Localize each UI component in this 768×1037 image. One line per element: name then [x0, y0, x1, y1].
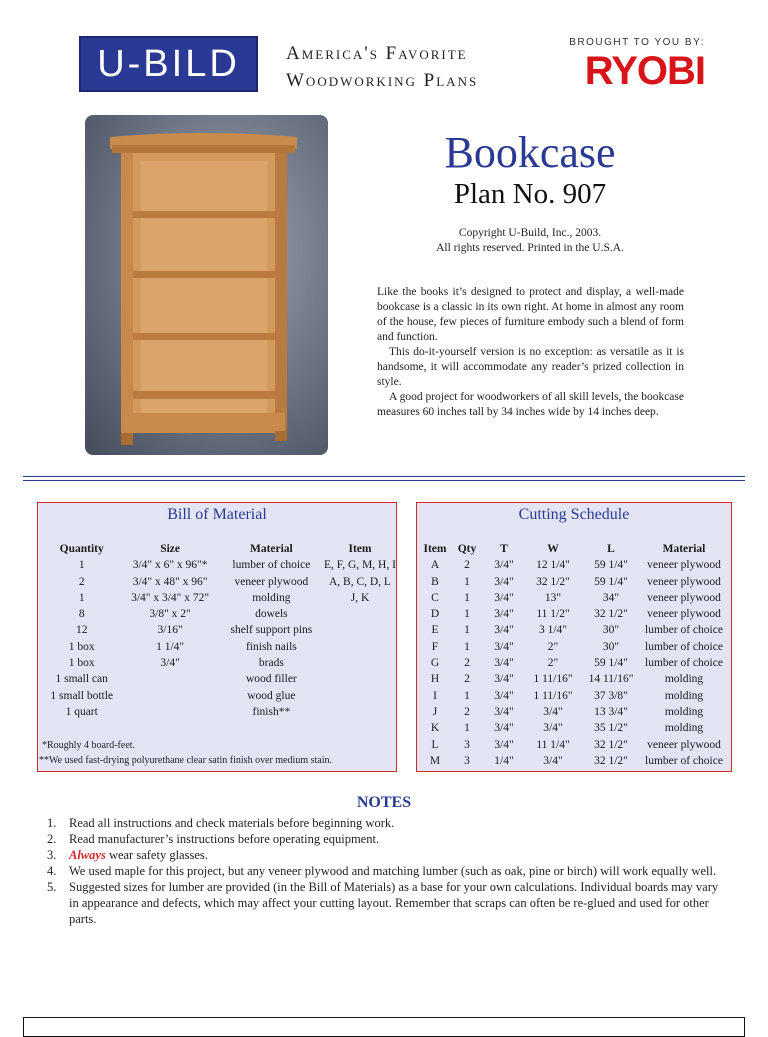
table-header-row	[420, 541, 728, 557]
table-cell: J	[432, 705, 438, 718]
table-cell: 3	[464, 754, 470, 767]
table-cell: wood glue	[247, 689, 296, 702]
table-cell: 2"	[547, 640, 559, 653]
table-row	[420, 655, 728, 671]
tagline	[286, 40, 536, 94]
table-row	[42, 655, 396, 671]
table-row	[42, 557, 396, 573]
table-cell: 2	[464, 559, 470, 572]
table-cell: finish**	[252, 705, 291, 718]
table-cell: L	[431, 738, 439, 751]
table-cell: M	[429, 754, 441, 767]
table-cell: 1	[464, 689, 470, 702]
table-cell: finish nails	[245, 640, 297, 653]
table-cell: 2	[464, 657, 470, 670]
table-cell: 3/4" x 48" x 96"	[132, 575, 208, 588]
table-cell	[324, 704, 396, 720]
table-row	[420, 590, 728, 606]
table-cell: 3/16"	[157, 624, 183, 637]
table-cell: 13"	[544, 591, 562, 604]
table-cell: brads	[258, 657, 284, 670]
table-cell: 1 small can	[55, 673, 108, 686]
table-cell: 3/4"	[494, 640, 514, 653]
table-cell: 3/4"	[494, 738, 514, 751]
bill-of-material-heading: Bill of Material	[167, 506, 267, 523]
table-cell: 14 11/16"	[588, 673, 634, 686]
table-cell: 3/4"	[494, 591, 514, 604]
column-header: Material	[249, 543, 293, 555]
copyright-line1: Copyright U-Build, Inc., 2003.	[458, 227, 602, 239]
table-cell: B	[431, 575, 439, 588]
table-row	[420, 606, 728, 622]
table-cell: 3/4"	[494, 705, 514, 718]
table-cell: 1 box	[68, 657, 95, 670]
list-item	[47, 847, 727, 863]
table-cell: 2	[464, 673, 470, 686]
table-cell: 32 1/2"	[536, 575, 570, 588]
bookcase-illustration	[85, 115, 328, 455]
table-cell: 1	[464, 624, 470, 637]
note-emphasis: Always	[69, 848, 106, 862]
bookcase-photo	[85, 115, 328, 455]
table-cell: 32 1/2"	[594, 754, 628, 767]
table-cell	[324, 639, 396, 655]
plan-number: Plan No. 907	[453, 178, 607, 210]
divider	[23, 480, 745, 481]
table-cell: 1 box	[68, 640, 95, 653]
column-header: W	[547, 543, 559, 555]
bill-of-material-table	[42, 541, 396, 720]
cutting-schedule-box	[416, 502, 732, 772]
table-cell: dowels	[255, 608, 288, 621]
tagline-line1: America's Favorite	[286, 43, 468, 64]
table-cell: 32 1/2"	[594, 738, 628, 751]
table-cell: C	[431, 591, 439, 604]
table-cell: 3/4"	[160, 657, 180, 670]
sponsor-caption: BROUGHT TO YOU BY:	[569, 37, 705, 48]
divider	[23, 476, 745, 477]
column-header: Size	[160, 543, 180, 555]
table-header-row	[42, 541, 396, 557]
table-cell: 1	[464, 640, 470, 653]
bill-of-material-box	[37, 502, 397, 772]
table-cell: A	[430, 559, 440, 572]
note-number: 5.	[47, 880, 57, 894]
table-cell: 1	[464, 575, 470, 588]
intro-paragraph: This do-it-yourself version is no exception: as versatile as it is handsome, it will accommodate any reader’s prized collection in style.	[377, 346, 684, 388]
table-cell	[121, 704, 218, 720]
table-cell: 1 small bottle	[50, 689, 114, 702]
table-row	[42, 622, 396, 638]
table-cell: lumber of choice	[645, 754, 723, 767]
table-cell: 3/8" x 2"	[149, 608, 191, 621]
column-header: Item	[423, 543, 447, 555]
table-cell: 32 1/2"	[594, 608, 628, 621]
table-cell: molding	[252, 591, 291, 604]
note-number: 2.	[47, 832, 57, 846]
list-item	[47, 831, 727, 847]
note-number: 4.	[47, 864, 57, 878]
table-cell: H	[430, 673, 440, 686]
table-cell: wood filler	[245, 673, 297, 686]
table-cell: veneer plywood	[647, 559, 721, 572]
column-header: T	[500, 543, 508, 555]
intro-text	[377, 285, 684, 420]
column-header: Material	[662, 543, 706, 555]
table-cell: 3	[464, 738, 470, 751]
table-cell: 1	[78, 591, 85, 604]
note-number: 3.	[47, 848, 57, 862]
table-cell: 11 1/2"	[536, 608, 570, 621]
table-cell	[324, 655, 396, 671]
table-cell: veneer plywood	[647, 575, 721, 588]
table-cell: 1 11/16"	[533, 689, 573, 702]
table-cell	[324, 606, 396, 622]
list-item	[47, 879, 727, 927]
notes-list	[47, 815, 727, 927]
table-cell: 34"	[602, 591, 620, 604]
table-cell: 35 1/2"	[594, 722, 628, 735]
table-cell: 3/4"	[543, 705, 563, 718]
ryobi-logo: RYOBI	[584, 49, 705, 93]
table-cell: K	[430, 722, 440, 735]
table-cell: 30"	[602, 640, 620, 653]
table-cell	[121, 671, 218, 687]
table-cell: 1 quart	[65, 705, 98, 718]
table-cell: 1 11/16"	[533, 673, 573, 686]
list-item	[47, 815, 727, 831]
u-bild-logo: U-BILD	[79, 36, 258, 92]
table-cell: J, K	[350, 591, 370, 604]
note-text: Suggested sizes for lumber are provided (in the Bill of Materials) as a base for your own calculations. Individual boards may vary in appearance and defects, which may affect your cutting layout. Remember that scraps can often be re-glued and used for other parts.	[69, 880, 719, 926]
table-cell: A, B, C, D, L	[328, 575, 391, 588]
table-cell	[324, 622, 396, 638]
table-cell: 3/4"	[494, 722, 514, 735]
table-row	[420, 704, 728, 720]
table-cell: 12 1/4"	[536, 559, 570, 572]
table-cell: veneer plywood	[647, 608, 721, 621]
note-text: We used maple for this project, but any veneer plywood and matching lumber (such as oak, pine or birch) will work equally well.	[69, 864, 717, 878]
page-title: Bookcase	[444, 128, 616, 177]
table-cell: 3 1/4"	[538, 624, 567, 637]
table-cell: 2"	[547, 657, 559, 670]
cutting-schedule-table	[420, 541, 728, 769]
column-header: Qty	[457, 543, 477, 555]
table-row	[420, 753, 728, 769]
table-cell: 3/4"	[494, 689, 514, 702]
table-row	[42, 688, 396, 704]
table-cell: shelf support pins	[230, 624, 313, 637]
table-cell: 3/4"	[494, 624, 514, 637]
column-header: Quantity	[59, 543, 104, 555]
table-row	[420, 720, 728, 736]
table-row	[420, 622, 728, 638]
table-cell: molding	[664, 705, 704, 718]
table-cell: 12	[75, 624, 88, 637]
table-cell: 11 1/4"	[536, 738, 570, 751]
table-row	[420, 639, 728, 655]
table-cell: E	[431, 624, 439, 637]
table-cell: molding	[664, 689, 704, 702]
note-text: Read manufacturer’s instructions before operating equipment.	[69, 832, 380, 846]
notes-heading: NOTES	[356, 794, 412, 811]
bom-footnote-2: **We used fast-drying polyurethane clear satin finish over medium stain.	[39, 755, 333, 766]
table-cell: E, F, G, M, H, I	[324, 559, 396, 572]
bom-footnote-1: *Roughly 4 board-feet.	[42, 740, 136, 751]
table-row	[42, 606, 396, 622]
note-text-rest: wear safety glasses.	[105, 848, 208, 862]
table-cell: 1	[464, 591, 470, 604]
table-cell: 59 1/4"	[594, 559, 628, 572]
note-number: 1.	[47, 816, 57, 830]
note-text	[69, 847, 727, 863]
table-row	[42, 590, 396, 606]
note-text: Read all instructions and check materials before beginning work.	[69, 816, 395, 830]
intro-paragraph: A good project for woodworkers of all skill levels, the bookcase measures 60 inches tall by 34 inches wide by 14 inches deep.	[377, 391, 684, 418]
table-row	[42, 639, 396, 655]
column-header: L	[607, 543, 615, 555]
table-cell	[121, 688, 218, 704]
table-cell: lumber of choice	[232, 559, 311, 572]
table-cell: molding	[664, 722, 704, 735]
table-row	[420, 688, 728, 704]
table-row	[42, 671, 396, 687]
table-cell: 3/4"	[494, 575, 514, 588]
intro-paragraph: Like the books it’s designed to protect and display, a well-made bookcase is a classic in its own right. At home in almost any room of the house, few pieces of furniture embody such a blend of form and function.	[377, 286, 684, 343]
cutting-schedule-heading: Cutting Schedule	[518, 506, 630, 523]
table-cell: 59 1/4"	[594, 575, 628, 588]
table-cell: 1	[464, 608, 470, 621]
table-cell: 3/4"	[494, 673, 514, 686]
table-cell: 1	[78, 559, 85, 572]
table-cell: 3/4"	[494, 559, 514, 572]
table-row	[420, 557, 728, 573]
table-cell: 3/4"	[494, 657, 514, 670]
table-cell: 3/4"	[543, 722, 563, 735]
list-item	[47, 863, 727, 879]
table-cell: 37 3/8"	[594, 689, 628, 702]
table-cell: veneer plywood	[647, 738, 721, 751]
table-cell: veneer plywood	[234, 575, 309, 588]
table-cell: D	[430, 608, 440, 621]
table-cell: veneer plywood	[647, 591, 721, 604]
table-cell: 1 1/4"	[156, 640, 185, 653]
table-cell: 13 3/4"	[594, 705, 628, 718]
table-cell	[324, 688, 396, 704]
bottom-frame	[23, 1017, 745, 1037]
table-cell: lumber of choice	[645, 624, 723, 637]
table-cell: 30"	[602, 624, 620, 637]
copyright-line2: All rights reserved. Printed in the U.S.A.	[436, 242, 624, 254]
table-cell: 2	[78, 575, 85, 588]
copyright	[380, 226, 680, 256]
table-row	[420, 574, 728, 590]
table-cell: 3/4" x 3/4" x 72"	[131, 591, 210, 604]
table-cell: 1	[464, 722, 470, 735]
table-cell: F	[431, 640, 439, 653]
table-cell: 3/4" x 6" x 96"*	[132, 559, 208, 572]
table-row	[420, 737, 728, 753]
table-cell	[324, 671, 396, 687]
table-cell: 1/4"	[494, 754, 514, 767]
table-cell: 3/4"	[494, 608, 514, 621]
table-cell: 59 1/4"	[594, 657, 628, 670]
table-cell: 8	[78, 608, 85, 621]
table-cell: molding	[664, 673, 704, 686]
table-row	[42, 704, 396, 720]
table-row	[420, 671, 728, 687]
table-row	[42, 574, 396, 590]
tagline-line2: Woodworking Plans	[286, 70, 479, 91]
table-cell: 2	[464, 705, 470, 718]
table-cell: I	[433, 689, 437, 702]
table-cell: lumber of choice	[645, 657, 723, 670]
table-cell: lumber of choice	[645, 640, 723, 653]
table-cell: 3/4"	[543, 754, 563, 767]
column-header: Item	[348, 543, 372, 555]
table-cell: G	[430, 657, 440, 670]
